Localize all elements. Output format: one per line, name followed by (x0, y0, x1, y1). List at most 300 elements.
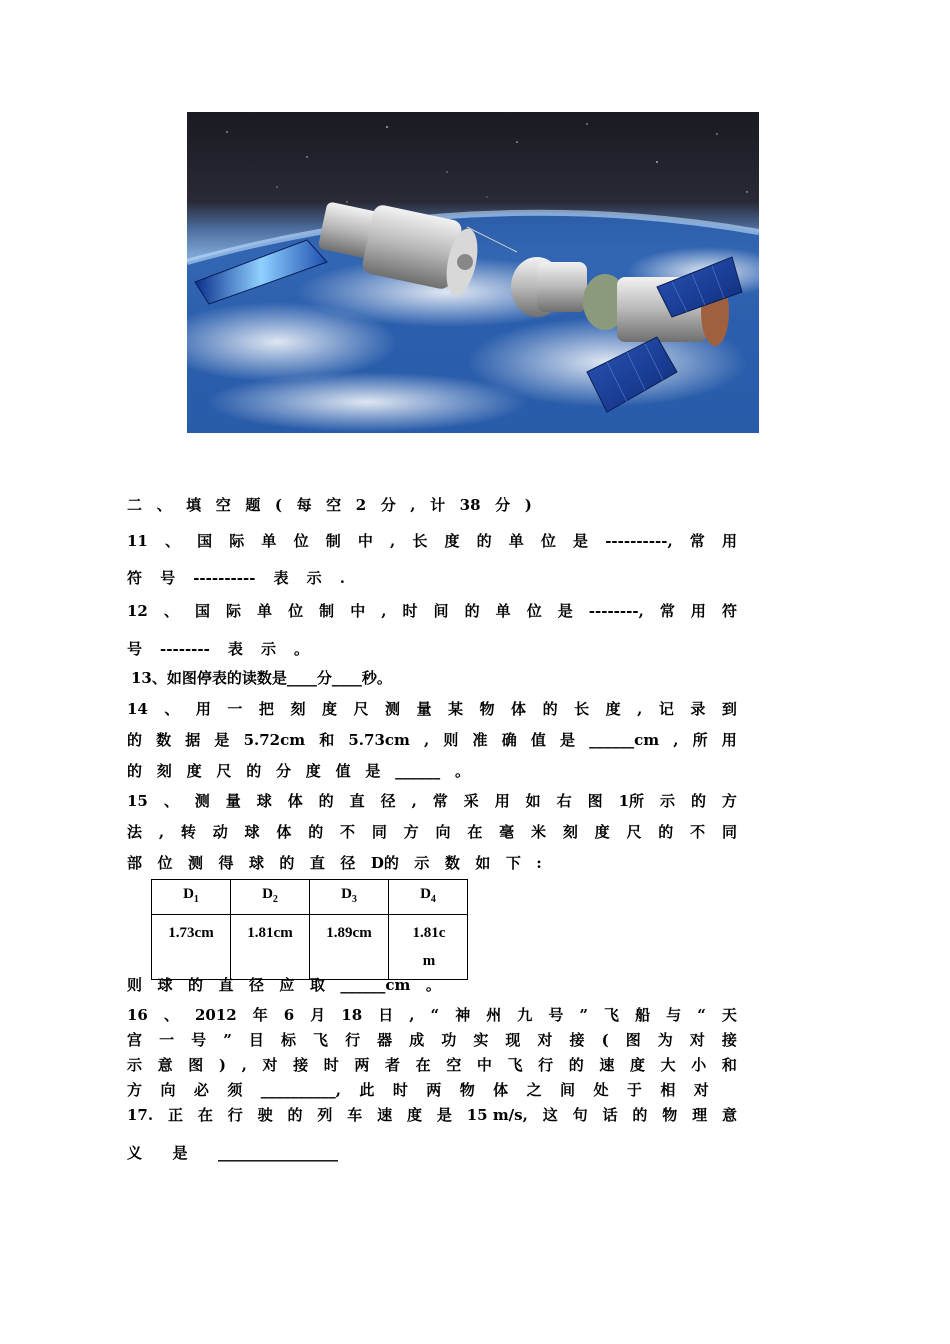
text-token: 5.72cm (243, 731, 306, 749)
text-token: , (381, 602, 387, 620)
text-token: 尺 (626, 823, 642, 841)
text-token: 两 (426, 1081, 442, 1099)
question-12-line-1 (127, 600, 737, 621)
text-token: 单 (495, 602, 511, 620)
text-token: 转 (180, 823, 196, 841)
text-token: 两 (354, 1056, 370, 1074)
text-token: 的 (658, 823, 674, 841)
text-token: 一 (227, 700, 243, 718)
text-token: 空 (215, 496, 231, 514)
text-token: 测 (187, 854, 203, 872)
text-token: ----------, (605, 532, 673, 550)
text-token: 14 (127, 700, 148, 718)
text-token: 是 (573, 532, 589, 550)
text-token: 体 (276, 823, 292, 841)
text-token: 示 (659, 792, 675, 810)
text-token: 所 (692, 731, 708, 749)
diameter-readings-table (151, 879, 468, 980)
text-token: 是 (559, 731, 575, 749)
text-token: 不 (690, 823, 706, 841)
table-header-d4: $D_4$ (389, 880, 468, 915)
text-token: 确 (501, 731, 517, 749)
text-token: : (536, 854, 542, 872)
text-token: 接 (721, 1031, 737, 1049)
text-token: 位 (540, 532, 556, 550)
text-token: 长 (412, 532, 428, 550)
text-token: 际 (229, 532, 245, 550)
text-token: 的 (127, 762, 143, 780)
text-token: 理 (692, 1106, 708, 1124)
text-token: 度 (186, 762, 202, 780)
text-token: 单 (508, 532, 524, 550)
question-13 (131, 667, 741, 688)
text-token: 刻 (290, 700, 306, 718)
text-token: 是 (172, 1144, 188, 1162)
text-token: 于 (626, 1081, 642, 1099)
text-token: D的 (370, 854, 399, 872)
text-token: 的 (690, 792, 706, 810)
text-token: 如 (525, 792, 541, 810)
text-token: 值 (335, 762, 351, 780)
table-header-d1: $D_1$ (152, 880, 231, 915)
text-token: __________, (260, 1081, 341, 1099)
text-token: 行 (345, 1031, 361, 1049)
text-token: ” (223, 1031, 232, 1049)
text-token: 直 (218, 976, 234, 994)
text-token: ______cm (589, 731, 660, 749)
text-token: 数 (156, 731, 172, 749)
text-token: 现 (505, 1031, 521, 1049)
text-token: 示 (414, 854, 430, 872)
text-token: 到 (721, 700, 737, 718)
text-token: 方 (721, 792, 737, 810)
text-token: 话 (602, 1106, 618, 1124)
text-token: 位 (293, 532, 309, 550)
table-cell-d1: 1.73cm (152, 915, 231, 980)
text-token: 制 (319, 602, 335, 620)
text-token: 二 (127, 496, 143, 514)
text-token: 的 (464, 602, 480, 620)
text-token: 是 (214, 731, 230, 749)
text-token: 部 (127, 854, 143, 872)
text-token: 6 (283, 1006, 295, 1024)
text-token: “ (697, 1006, 706, 1024)
table-cell-d3: 1.89cm (310, 915, 389, 980)
text-token: 制 (325, 532, 341, 550)
text-token: 17. (127, 1106, 154, 1124)
text-token: 图 (625, 1031, 641, 1049)
text-token: 刻 (562, 823, 578, 841)
text-token: 准 (472, 731, 488, 749)
text-token: 度 (629, 1056, 645, 1074)
text-token: 向 (160, 1081, 176, 1099)
text-token: 飞 (604, 1006, 620, 1024)
text-token: 义 (127, 1144, 143, 1162)
text-token: 中 (350, 602, 366, 620)
text-token: 中 (357, 532, 373, 550)
text-token: 记 (658, 700, 674, 718)
text-token: 小 (691, 1056, 707, 1074)
text-token: 法 (127, 823, 143, 841)
text-token: 度 (605, 700, 621, 718)
text-token: 器 (377, 1031, 393, 1049)
text-token: , (409, 1006, 415, 1024)
text-token: 图 (587, 792, 603, 810)
text-token: 尺 (353, 700, 369, 718)
text-token: 分 (275, 762, 291, 780)
text-token: 符 (721, 602, 737, 620)
text-token: 常 (689, 532, 705, 550)
text-token: 米 (530, 823, 546, 841)
text-token: 日 (378, 1006, 394, 1024)
text-token: 度 (305, 762, 321, 780)
text-token: 38 (459, 496, 481, 514)
text-token: 行 (538, 1056, 554, 1074)
text-token: “ (430, 1006, 440, 1024)
text-token: 的 (279, 854, 295, 872)
text-token: 句 (572, 1106, 588, 1124)
text-token: 15 (127, 792, 148, 810)
text-token: 车 (347, 1106, 363, 1124)
text-token: 位 (288, 602, 304, 620)
text-token: 常 (432, 792, 448, 810)
text-token: 分 (495, 496, 511, 514)
text-token: 体 (493, 1081, 509, 1099)
text-token: 速 (377, 1106, 393, 1124)
text-token: 用 (690, 602, 706, 620)
text-token: 一 (159, 1031, 175, 1049)
text-token: 在 (467, 823, 483, 841)
text-token: 题 (245, 496, 261, 514)
text-token: 处 (593, 1081, 609, 1099)
text-token: 用 (721, 731, 737, 749)
question-15-line-1 (127, 790, 737, 811)
question-16-line-2 (127, 1029, 737, 1050)
text-token: 标 (280, 1031, 296, 1049)
text-token: 5.73cm (348, 731, 410, 749)
text-token: 测 (384, 700, 400, 718)
text-token: 时 (402, 602, 418, 620)
text-token: 之 (526, 1081, 542, 1099)
text-token: 神 (455, 1006, 471, 1024)
text-token: 飞 (507, 1056, 523, 1074)
text-token: 度 (444, 532, 460, 550)
text-token: 是 (557, 602, 573, 620)
text-token: ” (579, 1006, 589, 1024)
text-token: 表 (227, 640, 243, 658)
text-token: 分 (380, 496, 396, 514)
text-token: 录 (690, 700, 706, 718)
text-token: 某 (448, 700, 464, 718)
text-token: -------- (160, 640, 210, 658)
text-token: 、 (163, 792, 179, 810)
text-token: 用 (494, 792, 510, 810)
text-token: 2 (355, 496, 367, 514)
text-token: 中 (476, 1056, 492, 1074)
question-14-line-2 (127, 729, 737, 750)
text-token: 的 (568, 1056, 584, 1074)
text-token: 为 (657, 1031, 673, 1049)
text-token: 球 (248, 854, 264, 872)
question-15-line-4 (127, 974, 441, 995)
text-token: 成 (409, 1031, 425, 1049)
text-token: 国 (194, 602, 210, 620)
text-token: 度 (406, 1106, 422, 1124)
text-token: 号 (127, 640, 143, 658)
table-header-d3: $D_3$ (310, 880, 389, 915)
question-17-line-1 (127, 1104, 737, 1125)
text-token: 、 (163, 1006, 179, 1024)
text-token: 1所 (618, 792, 645, 810)
text-token: 11 (127, 532, 148, 550)
text-token: 空 (326, 496, 342, 514)
text-token: 的 (287, 1106, 303, 1124)
text-token: 表 (273, 569, 289, 587)
text-token: 位 (526, 602, 542, 620)
question-11-line-1 (127, 530, 737, 551)
text-token: 行 (227, 1106, 243, 1124)
text-token: 同 (371, 823, 387, 841)
text-token: 2012 (194, 1006, 237, 1024)
text-token: 、 (156, 496, 172, 514)
text-token: 右 (556, 792, 572, 810)
text-token: 径 (380, 792, 396, 810)
text-token: 测 (194, 792, 210, 810)
text-token: 者 (384, 1056, 400, 1074)
text-token: 速 (599, 1056, 615, 1074)
text-token: 号 (548, 1006, 564, 1024)
text-token: ---------- (193, 569, 256, 587)
text-token: 体 (287, 792, 303, 810)
text-token: 年 (252, 1006, 268, 1024)
text-token: 的 (632, 1106, 648, 1124)
text-token: , (637, 700, 643, 718)
table-header-d2: $D_2$ (231, 880, 310, 915)
text-token: ( (601, 1031, 609, 1049)
text-token: 接 (569, 1031, 585, 1049)
text-token: ______ (395, 762, 441, 780)
text-token: 驶 (257, 1106, 273, 1124)
text-token: 在 (197, 1106, 213, 1124)
text-token: --------, (588, 602, 644, 620)
text-token: 州 (486, 1006, 502, 1024)
text-token: 。 (454, 762, 470, 780)
question-11-line-2 (127, 567, 345, 588)
text-token: 这 (542, 1106, 558, 1124)
text-token: 应 (279, 976, 295, 994)
text-token: 量 (416, 700, 432, 718)
text-token: 对 (262, 1056, 278, 1074)
text-token: 球 (244, 823, 260, 841)
text-token: 16 (127, 1006, 148, 1024)
text-token: ________________ (218, 1144, 338, 1162)
text-token: 径 (248, 976, 264, 994)
text-token: 相 (660, 1081, 676, 1099)
text-token: 和 (721, 1056, 737, 1074)
text-token: 实 (473, 1031, 489, 1049)
question-16-line-1 (127, 1004, 737, 1025)
text-token: 据 (185, 731, 201, 749)
text-token: 度 (321, 700, 337, 718)
text-token: 月 (310, 1006, 326, 1024)
text-token: 的 (187, 976, 203, 994)
text-token: , (673, 731, 679, 749)
text-token: 、 (164, 700, 180, 718)
text-token: 量 (225, 792, 241, 810)
text-token: 方 (403, 823, 419, 841)
text-token: 时 (392, 1081, 408, 1099)
text-token: 对 (693, 1081, 709, 1099)
text-token: 示 (127, 1056, 143, 1074)
text-token: 须 (227, 1081, 243, 1099)
text-token: 与 (666, 1006, 682, 1024)
text-token: 每 (296, 496, 312, 514)
text-token: 的 (127, 731, 143, 749)
text-token: 功 (441, 1031, 457, 1049)
text-token: 九 (517, 1006, 533, 1024)
text-token: 向 (435, 823, 451, 841)
question-14-line-3 (127, 760, 470, 781)
text-token: 物 (459, 1081, 475, 1099)
table-cell-d2: 1.81cm (231, 915, 310, 980)
text-token: 单 (257, 602, 273, 620)
text-token: 。 (425, 976, 441, 994)
text-token: 把 (258, 700, 274, 718)
text-token: 的 (476, 532, 492, 550)
text-token: 的 (318, 792, 334, 810)
text-token: 国 (197, 532, 213, 550)
text-token: 飞 (313, 1031, 329, 1049)
text-token: 是 (436, 1106, 452, 1124)
text-token: , (411, 792, 417, 810)
text-token: 、 (163, 602, 179, 620)
text-token: 的 (542, 700, 558, 718)
text-token: 、 (165, 532, 181, 550)
text-token: 18 (341, 1006, 363, 1024)
section-heading (127, 494, 532, 515)
question-12-line-2 (127, 638, 309, 659)
text-token: 间 (560, 1081, 576, 1099)
text-token: , (424, 731, 430, 749)
text-token: 同 (721, 823, 737, 841)
text-token: 数 (444, 854, 460, 872)
text-token: 意 (721, 1106, 737, 1124)
text-token: 的 (246, 762, 262, 780)
text-token: 符 (127, 569, 143, 587)
text-token: 则 (443, 731, 459, 749)
text-token: 得 (218, 854, 234, 872)
question-14-line-1 (127, 698, 737, 719)
text-token: 。 (293, 640, 309, 658)
text-token: 号 (160, 569, 176, 587)
text-token: 是 (365, 762, 381, 780)
text-token: ( (274, 496, 282, 514)
text-token: 和 (319, 731, 335, 749)
question-16-line-4 (127, 1079, 709, 1100)
text-token: 正 (167, 1106, 183, 1124)
text-token: 大 (660, 1056, 676, 1074)
text-token: 取 (309, 976, 325, 994)
text-token: 际 (226, 602, 242, 620)
spacecraft-docking-photo (187, 112, 759, 433)
text-token: 意 (157, 1056, 173, 1074)
text-token: 方 (127, 1081, 143, 1099)
question-17-line-2 (127, 1142, 338, 1163)
text-token: 直 (309, 854, 325, 872)
text-token: 接 (293, 1056, 309, 1074)
text-token: 示 (306, 569, 322, 587)
text-token: 长 (574, 700, 590, 718)
question-15-line-2 (127, 821, 737, 842)
text-token: 12 (127, 602, 148, 620)
text-token: 填 (186, 496, 202, 514)
text-token: 直 (349, 792, 365, 810)
text-token: 示 (260, 640, 276, 658)
question-13-text: 13、如图停表的读数是____分____秒。 (131, 669, 392, 687)
text-token: 采 (463, 792, 479, 810)
text-token: 列 (317, 1106, 333, 1124)
text-token: 常 (659, 602, 675, 620)
text-token: ) (524, 496, 532, 514)
text-token: 下 (505, 854, 521, 872)
text-token: 天 (721, 1006, 737, 1024)
text-token: 位 (157, 854, 173, 872)
text-token: , (389, 532, 396, 550)
text-token: . (339, 569, 345, 587)
text-token: 不 (340, 823, 356, 841)
text-token: 径 (340, 854, 356, 872)
text-token: 尺 (216, 762, 232, 780)
text-token: 用 (195, 700, 211, 718)
text-token: , (158, 823, 165, 841)
text-token: 在 (415, 1056, 431, 1074)
text-token: 物 (662, 1106, 678, 1124)
text-token: 计 (430, 496, 446, 514)
text-token: 对 (537, 1031, 553, 1049)
text-token: 刻 (156, 762, 172, 780)
text-token: 动 (212, 823, 228, 841)
text-token: 球 (256, 792, 272, 810)
text-token: 船 (635, 1006, 651, 1024)
text-token: 则 (127, 976, 143, 994)
text-token: 球 (157, 976, 173, 994)
text-token: 15 m/s, (466, 1106, 528, 1124)
text-token: 号 (191, 1031, 207, 1049)
text-token: 度 (594, 823, 610, 841)
text-token: 目 (248, 1031, 264, 1049)
text-token: 图 (188, 1056, 204, 1074)
text-token: 值 (530, 731, 546, 749)
question-15-line-3 (127, 852, 542, 873)
text-token: 时 (323, 1056, 339, 1074)
text-token: 物 (479, 700, 495, 718)
text-token: , (241, 1056, 247, 1074)
text-token: 必 (193, 1081, 209, 1099)
text-token: 如 (475, 854, 491, 872)
text-token: 此 (359, 1081, 375, 1099)
text-token: ) (218, 1056, 226, 1074)
text-token: 间 (433, 602, 449, 620)
text-token: 毫 (499, 823, 515, 841)
text-token: 的 (308, 823, 324, 841)
text-token: , (410, 496, 416, 514)
table-cell-d4: 1.81cm (389, 915, 468, 980)
text-token: ______cm (340, 976, 411, 994)
text-token: 单 (261, 532, 277, 550)
question-16-line-3 (127, 1054, 737, 1075)
text-token: 空 (446, 1056, 462, 1074)
text-token: 对 (689, 1031, 705, 1049)
